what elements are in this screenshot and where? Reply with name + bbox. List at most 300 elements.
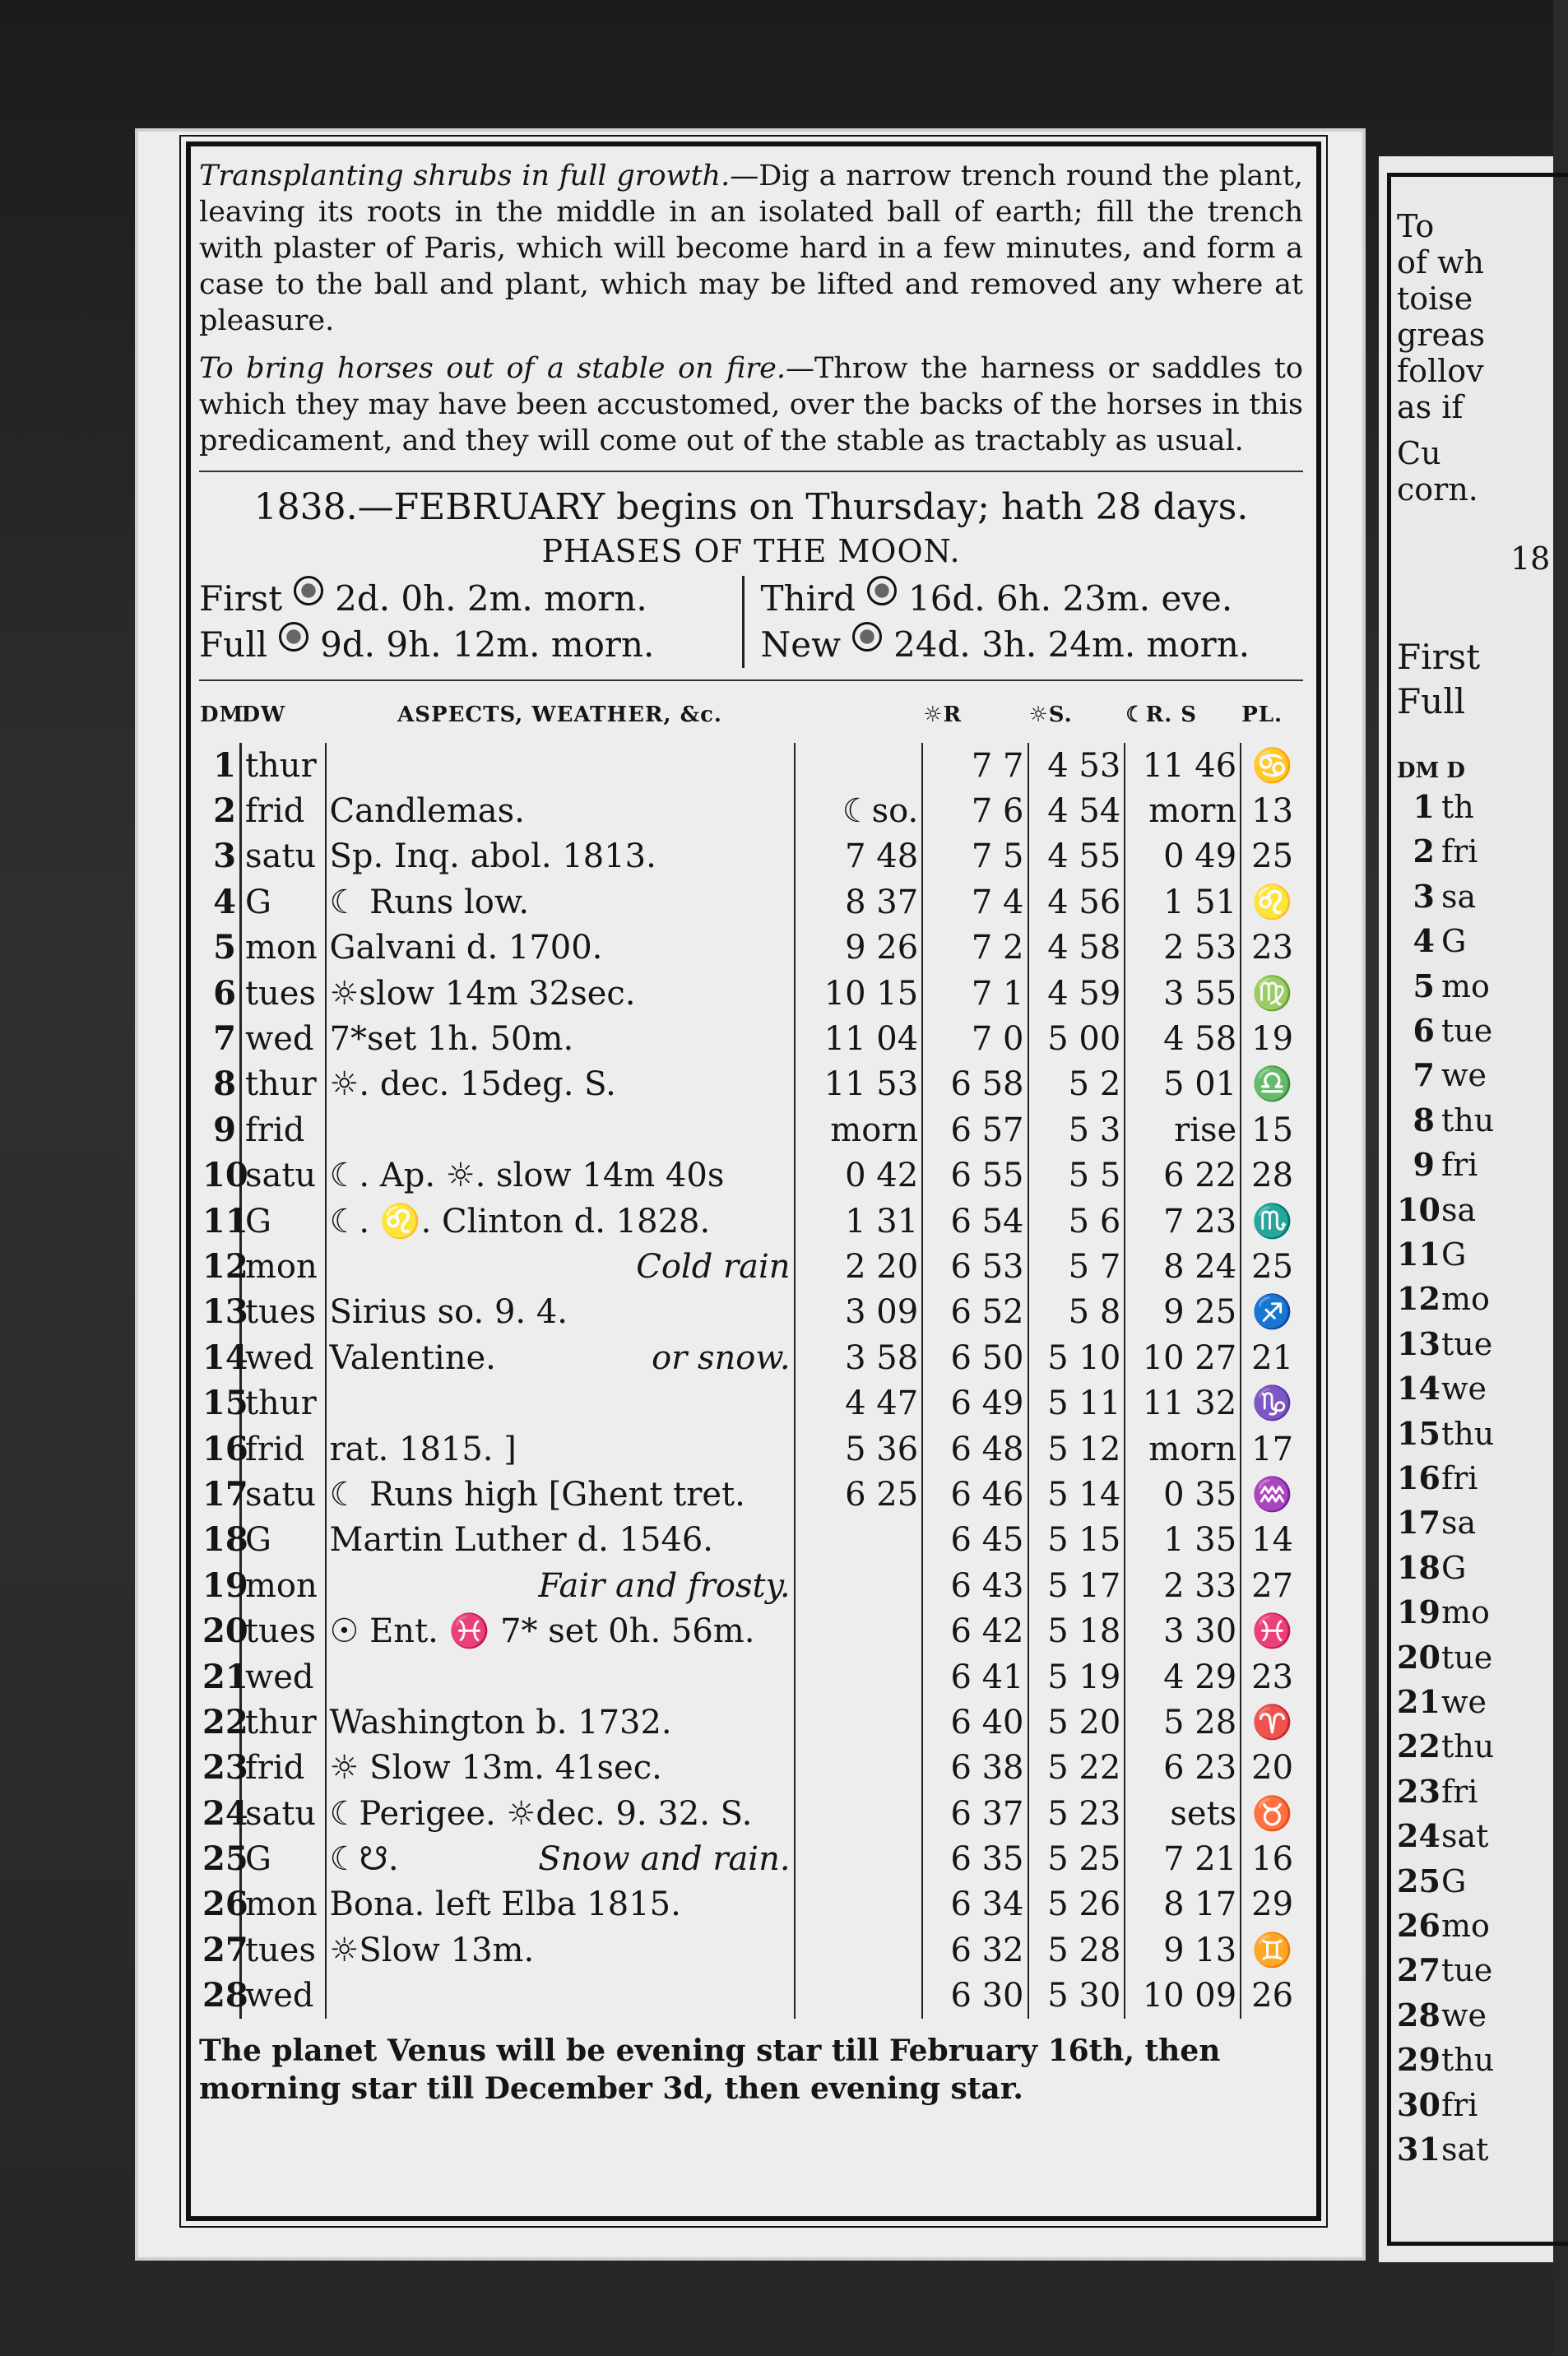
aspects-cell [326,925,795,971]
month-title: 1838.—FEBRUARY begins on Thursday; hath 28 days. [253,486,1249,528]
moon-south-cell [795,1927,923,1973]
weather-text: Cold rain [636,1247,791,1286]
aspects-cell [326,1107,795,1152]
divider [199,679,1303,681]
aspects-cell [326,1882,795,1927]
aspects-cell [326,1426,795,1472]
day-of-week: G [240,1518,325,1563]
phase-value: 9d. 9h. 12m. morn. [320,624,655,665]
moon-south-cell: 1 31 [795,1199,923,1244]
next-page-line: Cu [1397,435,1441,471]
next-page-day-name: tue [1441,1013,1493,1049]
calendar-row [199,1791,1303,1836]
moon-south-cell [795,1518,923,1563]
next-page-row-fragment [1397,1144,1478,1185]
header-sunset: ☼S. [1028,703,1073,727]
calendar-row [199,1700,1303,1745]
day-of-week: mon [240,1882,325,1927]
third-quarter-moon-icon [867,576,897,605]
day-of-week: thur [240,743,325,788]
aspects-cell [326,1700,795,1745]
next-page-day-number: 11 [1397,1236,1440,1273]
aspects-cell [326,1608,795,1653]
moon-rise-set-cell: 4 58 [1125,1016,1241,1061]
aspect-text: ☼Slow 13m. [329,1931,535,1969]
moon-south-cell: 6 25 [795,1472,923,1517]
next-page-line: To [1397,208,1435,244]
phase-new [761,622,1304,668]
next-page-day-name: G [1441,1236,1467,1273]
sunset-cell: 5 7 [1028,1244,1125,1289]
next-page-day-number: 23 [1397,1772,1440,1810]
aspects-cell [326,1199,795,1244]
calendar-row [199,1746,1303,1791]
day-of-week: tues [240,971,325,1016]
paragraph-body: —Dig a narrow trench round the plant, leaving its roots in the middle in an isolated ball of earth; fill the trench with plaster of Paris, which will become hard in a few minutes, and form a case to the ball and plant, which may be lifted and removed any where at pleasure. [199,160,1303,337]
next-page-row-fragment [1397,1995,1487,2036]
day-of-week: satu [240,1153,325,1199]
sunset-cell: 5 3 [1028,1107,1125,1152]
day-of-month: 18 [199,1518,240,1563]
day-of-week: tues [240,1608,325,1653]
paragraph-body: —Throw the harness or saddles to which they may have been accustomed, over the backs of the horses in this predicament, and they will come out of the stable as tractably as usual. [199,352,1304,457]
day-of-week: G [240,1199,325,1244]
day-of-week: satu [240,834,325,879]
next-page-day-name: thu [1441,1101,1495,1139]
day-of-month: 13 [199,1290,240,1335]
day-of-month: 26 [199,1882,240,1927]
moon-south-cell [795,1882,923,1927]
next-page-line: as if [1397,389,1464,425]
moon-place-cell: ♈ [1251,1703,1293,1741]
aspect-text: Candlemas. [329,792,525,831]
moon-rise-set-cell: 6 22 [1125,1153,1241,1199]
aspects-content [330,1746,791,1789]
calendar-row [199,1973,1303,2019]
aspect-text: Sp. Inq. abol. 1813. [329,837,656,876]
next-page-day-number: 13 [1397,1324,1440,1362]
moon-rise-set-cell: 5 01 [1125,1062,1241,1107]
moon-south-cell: 10 15 [795,971,923,1016]
next-page-day-number: 8 [1413,1101,1435,1139]
calendar-body [199,743,1303,2019]
moon-south-cell: 0 42 [795,1153,923,1199]
day-of-week: frid [240,1746,325,1791]
aspect-text: ☾ Runs low. [329,883,530,921]
moon-rise-set-cell: 8 17 [1125,1882,1241,1927]
page-content [199,158,1303,2206]
sunset-cell: 4 53 [1028,743,1125,788]
calendar-row [199,1518,1303,1563]
day-of-month: 7 [199,1016,240,1061]
moon-place-cell: 28 [1251,1157,1294,1195]
aspect-text: Galvani d. 1700. [329,929,603,967]
moon-place-cell: 19 [1251,1020,1294,1059]
day-of-month: 1 [199,743,240,788]
calendar-row [199,1608,1303,1653]
day-of-month: 28 [199,1973,240,2019]
sunrise-cell: 7 1 [922,971,1028,1016]
paragraph-transplanting [199,158,1303,339]
day-of-week: tues [240,1290,325,1335]
day-of-month: 10 [199,1153,240,1199]
aspects-content [330,972,791,1015]
next-page-day-name: thu [1441,1728,1495,1765]
next-page-day-name: mo [1441,1281,1490,1318]
day-of-month: 17 [199,1472,240,1517]
next-page-row-fragment [1397,1055,1487,1096]
calendar-row [199,879,1303,925]
almanac-page [138,132,1362,2257]
moon-place-cell: ♏ [1251,1202,1293,1241]
sunrise-cell: 7 4 [922,879,1028,925]
moon-place-cell: 25 [1251,837,1294,876]
calendar-row [199,971,1303,1016]
aspects-content [330,881,791,924]
moon-place-cell: 16 [1251,1840,1294,1879]
calendar-row [199,1654,1303,1700]
next-page-day-name: we [1441,1370,1487,1408]
aspects-content [330,1337,791,1380]
next-page-day-number: 6 [1413,1012,1435,1049]
next-page-day-number: 5 [1413,967,1435,1004]
weather-text: Snow and rain. [538,1840,791,1879]
aspects-content [330,1929,791,1972]
next-page-row-fragment [1397,1100,1494,1141]
calendar-row [199,788,1303,833]
aspects-cell [326,1518,795,1563]
next-page-day-name: tue [1441,1639,1493,1676]
moon-place-cell: 17 [1251,1430,1294,1468]
next-page-row-fragment [1397,1010,1492,1051]
calendar-row [199,743,1303,788]
day-of-week: mon [240,925,325,971]
moon-place-cell: 26 [1251,1977,1294,2015]
moon-rise-set-cell: 8 24 [1125,1244,1241,1289]
aspects-cell [326,1153,795,1199]
next-page-row-fragment [1397,1413,1494,1454]
day-of-month: 24 [199,1791,240,1836]
header-aspects: ASPECTS, WEATHER, &c. [397,703,722,727]
moon-rise-set-cell: 7 23 [1125,1199,1241,1244]
day-of-month: 25 [199,1836,240,1881]
moon-rise-set-cell: 11 32 [1125,1380,1241,1426]
aspects-cell [326,1654,795,1700]
sunrise-cell: 6 58 [922,1062,1028,1107]
moon-place-cell: ♒ [1251,1475,1293,1514]
next-page-line: toise [1397,281,1473,317]
moon-place-cell: 14 [1251,1521,1294,1560]
day-of-month: 9 [199,1107,240,1152]
next-page-row-fragment [1397,1726,1494,1767]
day-of-month: 4 [199,879,240,925]
next-page-day-name: we [1441,1057,1487,1094]
sunset-cell: 5 12 [1028,1426,1125,1472]
next-page-day-number: 1 [1413,788,1435,825]
next-page-day-number: 21 [1397,1683,1440,1720]
day-of-week: satu [240,1472,325,1517]
day-of-week: thur [240,1700,325,1745]
sunrise-cell: 6 50 [922,1335,1028,1380]
next-page-day-name: sa [1441,1505,1477,1542]
calendar-row [199,1563,1303,1608]
next-page-line: follov [1397,353,1484,389]
next-page-row-fragment [1397,966,1490,1007]
aspects-cell [326,1062,795,1107]
next-page-day-number: 10 [1397,1190,1440,1228]
aspect-text: ☾Perigee. ☼dec. 9. 32. S. [329,1794,753,1833]
moon-rise-set-cell: 4 29 [1125,1654,1241,1700]
sunrise-cell: 6 54 [922,1199,1028,1244]
aspects-cell [326,1335,795,1380]
aspects-cell [326,971,795,1016]
phase-name: Third [760,578,856,619]
calendar-row [199,1016,1303,1061]
day-of-week: frid [240,1426,325,1472]
day-of-month: 3 [199,834,240,879]
next-page-header-fragment: DM D [1397,758,1465,783]
phase-value: 16d. 6h. 23m. eve. [907,578,1233,619]
day-of-week: thur [240,1062,325,1107]
aspects-cell [326,1563,795,1608]
day-of-week: wed [240,1973,325,2019]
sunset-cell: 5 15 [1028,1518,1125,1563]
next-page-day-name: sa [1441,1191,1477,1228]
next-page-day-number: 2 [1413,832,1435,870]
moon-rise-set-cell: 10 27 [1125,1335,1241,1380]
aspects-content [330,1291,791,1333]
next-page-phase-fragment: Full [1397,681,1466,721]
moon-rise-set-cell: 0 35 [1125,1472,1241,1517]
next-page-day-name: G [1441,1862,1467,1899]
moon-rise-set-cell: 9 25 [1125,1290,1241,1335]
aspect-text: Valentine. [329,1338,496,1377]
day-of-week: wed [240,1335,325,1380]
next-page-day-name: th [1441,789,1474,825]
next-page-row-fragment [1397,1861,1466,1902]
moon-place-cell: ♑ [1251,1384,1293,1423]
phase-value: 24d. 3h. 24m. morn. [893,624,1250,665]
phase-value: 2d. 0h. 2m. morn. [335,578,647,619]
next-page-row-fragment [1397,1771,1478,1812]
phase-full [199,622,742,668]
sunset-cell: 4 59 [1028,971,1125,1016]
header-dw: DW [241,703,286,727]
moon-rise-set-cell: rise [1125,1107,1241,1152]
sunrise-cell: 6 34 [922,1882,1028,1927]
sunset-cell: 5 25 [1028,1836,1125,1881]
calendar-row [199,1426,1303,1472]
next-page-day-number: 9 [1413,1146,1435,1184]
moon-place-cell: 20 [1251,1749,1294,1788]
calendar-row [199,1244,1303,1289]
sunrise-cell: 6 49 [922,1380,1028,1426]
next-page-row-fragment [1397,2085,1478,2126]
day-of-month: 16 [199,1426,240,1472]
sunrise-cell: 6 40 [922,1700,1028,1745]
sunrise-cell: 6 30 [922,1973,1028,2019]
paragraph-title: To bring horses out of a stable on fire. [199,352,786,385]
footer-note: The planet Venus will be evening star till February 16th, then morning star till December 3d, then evening star. [199,2033,1221,2106]
calendar-row [199,1199,1303,1244]
aspects-cell [326,879,795,925]
next-page-row-fragment [1397,1547,1466,1588]
sunrise-cell: 6 35 [922,1836,1028,1881]
day-of-month: 20 [199,1608,240,1653]
moon-south-cell [795,1973,923,2019]
aspect-text: ☾. Ap. ☼. slow 14m 40s [329,1157,725,1195]
full-moon-icon [279,622,308,652]
moon-rise-set-cell: 9 13 [1125,1927,1241,1973]
sunrise-cell: 6 45 [922,1518,1028,1563]
calendar-row [199,1380,1303,1426]
next-page-row-fragment [1397,1502,1476,1543]
day-of-month: 21 [199,1654,240,1700]
aspect-text: rat. 1815. ] [329,1430,517,1468]
moon-place-cell: 29 [1251,1885,1294,1924]
next-page-day-number: 20 [1397,1638,1440,1676]
day-of-month: 19 [199,1563,240,1608]
moon-place-cell: ♊ [1251,1931,1293,1969]
moon-place-cell: 27 [1251,1566,1294,1605]
next-page-day-number: 31 [1397,2131,1440,2168]
aspects-content [330,1473,791,1516]
next-page-title-fragment: 18 [1510,540,1551,577]
aspects-cell [326,743,795,788]
next-page-day-number: 25 [1397,1862,1440,1899]
moon-rise-set-cell: 7 21 [1125,1836,1241,1881]
phase-third [761,576,1304,622]
next-page-row-fragment [1397,1905,1490,1946]
divider [199,471,1303,472]
sunset-cell: 5 6 [1028,1199,1125,1244]
next-page-row-fragment [1397,786,1474,828]
calendar-row [199,1153,1303,1199]
aspects-cell [326,788,795,833]
aspects-content [330,1883,791,1926]
phase-name: New [760,624,842,665]
aspects-content [330,1200,791,1243]
day-of-week: satu [240,1791,325,1836]
moon-rise-set-cell: 10 09 [1125,1973,1241,2019]
next-page-line: corn. [1397,471,1478,508]
next-page-row-fragment [1397,831,1478,872]
moon-south-cell [795,743,923,788]
day-of-month: 23 [199,1746,240,1791]
next-page-phase-fragment: First [1397,637,1481,677]
aspects-cell [326,1973,795,2019]
moon-place-cell: 25 [1251,1247,1294,1286]
aspects-cell [326,1472,795,1517]
next-page-line: of wh [1397,244,1485,281]
aspect-text: Martin Luther d. 1546. [329,1521,714,1560]
day-of-week: mon [240,1244,325,1289]
day-of-month: 14 [199,1335,240,1380]
sunrise-cell: 7 0 [922,1016,1028,1061]
moon-place-cell: ♐ [1251,1293,1293,1332]
next-page-day-name: sat [1441,1818,1489,1855]
next-page-day-name: mo [1441,967,1490,1004]
aspects-cell [326,834,795,879]
sunrise-cell: 6 57 [922,1107,1028,1152]
moon-south-cell: 11 53 [795,1062,923,1107]
moon-south-cell: morn [795,1107,923,1152]
moon-place-cell: ♓ [1251,1612,1293,1651]
moon-rise-set-cell: 5 28 [1125,1700,1241,1745]
next-page-day-number: 16 [1397,1459,1440,1496]
sunrise-cell: 7 6 [922,788,1028,833]
day-of-week: wed [240,1654,325,1700]
moon-south-cell [795,1608,923,1653]
calendar-table [199,693,1303,2019]
moon-south-cell: 2 20 [795,1244,923,1289]
sunrise-cell: 6 46 [922,1472,1028,1517]
moon-rise-set-cell: 3 30 [1125,1608,1241,1653]
phase-first [199,576,742,622]
next-page-row-fragment [1397,1190,1476,1231]
next-page-day-number: 22 [1397,1728,1440,1765]
day-of-month: 11 [199,1199,240,1244]
next-page-line: greas [1397,317,1486,353]
moon-place-cell: 13 [1251,792,1294,831]
calendar-row [199,1472,1303,1517]
moon-south-cell [795,1746,923,1791]
next-page-day-name: fri [1441,2086,1478,2123]
header-moon-rise-set: ☾R. S [1125,703,1198,727]
sunset-cell: 5 19 [1028,1654,1125,1700]
next-page-day-name: tue [1441,1952,1493,1989]
phases-right [742,576,1304,668]
moon-rise-set-cell: 6 23 [1125,1746,1241,1791]
next-page-day-name: sat [1441,2131,1489,2168]
sunset-cell: 4 54 [1028,788,1125,833]
sunset-cell: 5 30 [1028,1973,1125,2019]
moon-rise-set-cell: 0 49 [1125,834,1241,879]
moon-place-cell: 23 [1251,1658,1294,1696]
moon-place-cell: ♉ [1251,1794,1293,1833]
aspects-cell [326,1380,795,1426]
moon-place-cell: 15 [1251,1111,1294,1149]
sunset-cell: 4 58 [1028,925,1125,971]
sunset-cell: 5 18 [1028,1608,1125,1653]
aspects-cell [326,1290,795,1335]
next-page-day-name: mo [1441,1594,1490,1631]
aspects-content [330,1018,791,1060]
next-page-day-name: mo [1441,1908,1490,1944]
sunrise-cell: 7 7 [922,743,1028,788]
sunset-cell: 5 14 [1028,1472,1125,1517]
next-page-row-fragment [1397,921,1466,962]
aspects-content [330,1793,791,1835]
sunrise-cell: 6 37 [922,1791,1028,1836]
day-of-week: thur [240,1380,325,1426]
sunset-cell: 5 28 [1028,1927,1125,1973]
day-of-month: 8 [199,1062,240,1107]
calendar-row [199,1927,1303,1973]
sunset-cell: 5 26 [1028,1882,1125,1927]
moon-south-cell [795,1791,923,1836]
sunrise-cell: 6 48 [922,1426,1028,1472]
sunrise-cell: 7 2 [922,925,1028,971]
aspects-content [330,1154,791,1197]
next-page-fragment [1379,156,1553,2262]
sunrise-cell: 6 53 [922,1244,1028,1289]
aspects-content [330,1565,791,1607]
sunset-cell: 5 8 [1028,1290,1125,1335]
sunset-cell: 5 22 [1028,1746,1125,1791]
moon-south-cell: 11 04 [795,1016,923,1061]
moon-south-cell: 7 48 [795,834,923,879]
